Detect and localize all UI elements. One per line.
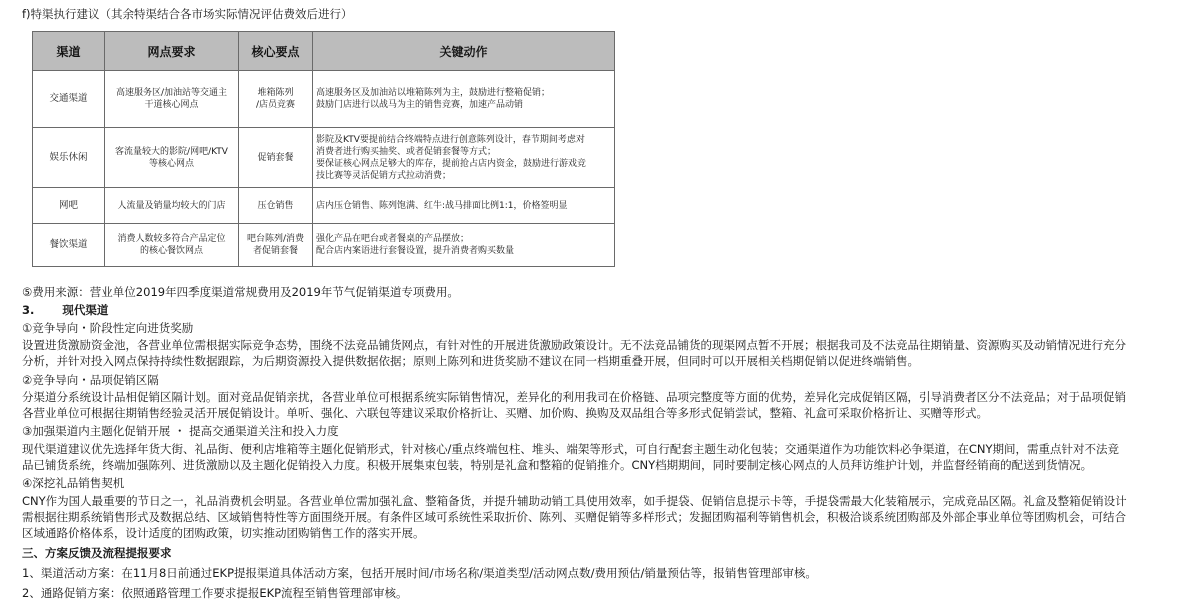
core-line: 堆箱陈列 [257, 88, 294, 98]
item-1-heading: ①竞争导向・阶段性定向进货奖励 [22, 321, 194, 335]
channel-cell: 网吧 [33, 188, 105, 224]
channel-cell: 交通渠道 [33, 71, 105, 128]
core-line: 吧台陈列/消费 [246, 234, 305, 244]
table-row [33, 71, 615, 128]
item-2-heading: ②竞争导向・品项促销区隔 [22, 373, 159, 387]
requirement-item-1: 1、渠道活动方案：在11月8日前通过EKP提报渠道具体活动方案，包括开展时间/市场名称/渠道类型/活动网点数/费用预估/销量预估等，报销售管理部审核。 [22, 566, 817, 580]
body-line: 各营业单位可根据往期销售经验灵活开展促销设计。单听、强化、六联包等建议采取价格折让、买赠、加价购、换购及双品组合等多形式促销尝试，整箱、礼盒可采取价格折让、买赠等形式。 [22, 406, 988, 420]
table-row [33, 128, 615, 188]
action-cell [313, 128, 615, 188]
section-3-title: 现代渠道 [62, 303, 109, 317]
channel-cell: 餐饮渠道 [33, 224, 105, 267]
heading-f: f)特渠执行建议（其余特渠结合各市场实际情况评估费效后进行） [22, 7, 353, 21]
header-channel: 渠道 [33, 32, 105, 71]
item-4-body [22, 493, 1178, 541]
table-row [33, 224, 615, 267]
outlet-cell [105, 224, 239, 267]
action-cell [313, 71, 615, 128]
core-line: 压仓销售 [257, 200, 294, 211]
body-line: 现代渠道建议优先选择年货大街、礼品街、便利店堆箱等主题化促销形式，针对核心/重点终端包柱、堆头、端架等形式，可自行配套主题生动化包装；交通渠道作为功能饮料必争渠道，在CNY期间，需重点针对不法竞 [22, 442, 1120, 456]
section-3-heading [22, 302, 1180, 318]
action-line: 影院及KTV要提前结合终端特点进行创意陈列设计，春节期间考虑对 [316, 134, 585, 145]
body-line: 设置进货激励资金池，各营业单位需根据实际竞争态势，围绕不法竞品铺货网点，有针对性的开展进货激励政策设计。无不法竞品铺货的现渠网点暂不开展；根据我司及不法竞品往期销量、资源购买及动销情况进行充分 [22, 338, 1126, 352]
action-cell [313, 188, 615, 224]
core-cell [239, 224, 313, 267]
section-3-number: 3. [22, 303, 35, 317]
table-header-row [33, 32, 615, 71]
action-cell [313, 224, 615, 267]
outlet-line: 客流量较大的影院/网吧/KTV [115, 146, 228, 157]
action-line: 配合店内案语进行套餐设置，提升消费者购买数量 [316, 246, 515, 256]
item-3-heading: ③加强渠道内主题化促销开展 ・ 提高交通渠道关注和投入力度 [22, 424, 339, 438]
item-4-heading: ④深挖礼品销售契机 [22, 476, 125, 490]
fee-source: ⑤费用来源：营业单位2019年四季度渠道常规费用及2019年节气促销渠道专项费用。 [22, 285, 459, 299]
header-key-action: 关键动作 [313, 32, 615, 71]
section-three-heading: 三、方案反馈及流程提报要求 [22, 546, 172, 560]
action-line: 消费者进行购买抽奖、或者促销套餐等方式； [316, 146, 497, 157]
core-line: 者促销套餐 [252, 246, 298, 256]
action-line: 鼓励门店进行以战马为主的销售竞赛，加速产品动销 [316, 100, 524, 110]
body-line: 需根据往期系统销售形式及数据总结、区域销售特性等方面围绕开展。有条件区域可系统性采取折价、陈列、买赠促销等多样形式；发掘团购福利等销售机会，积极洽谈系统团购部及外部企事业单位等团购机会，可结合 [22, 510, 1126, 524]
core-line: 促销套餐 [257, 152, 294, 163]
requirement-item-2: 2、通路促销方案：依照通路管理工作要求提报EKP流程至销售管理部审核。 [22, 586, 408, 600]
outlet-cell [105, 188, 239, 224]
outlet-line: 等核心网点 [148, 158, 194, 169]
outlet-line: 人流量及销量均较大的门店 [117, 200, 226, 211]
item-3-body [22, 441, 1178, 473]
outlet-cell [105, 128, 239, 188]
outlet-cell [105, 71, 239, 128]
item-1-body [22, 337, 1178, 369]
body-line: 分渠道分系统设计品相促销区隔计划。面对竞品促销亲扰，各营业单位可根据系统实际销售情况，差异化的利用我司在价格链、品项完整度等方面的优势，差异化完成促销区隔，引导消费者区分不法竞品；对于品项促销 [22, 390, 1126, 404]
table-row [33, 188, 615, 224]
item-2-body [22, 389, 1178, 421]
body-line: CNY作为国人最重要的节日之一，礼品消费机会明显。各营业单位需加强礼盒、整箱备货，并提升辅助动销工具使用效率，如手提袋、促销信息提示卡等，手提袋需最大化装箱展示，完成竞品区隔。礼盒及整箱促销设计 [22, 494, 1127, 508]
header-outlet-requirement: 网点要求 [105, 32, 239, 71]
core-cell [239, 188, 313, 224]
action-line: 技比赛等灵活促销方式拉动消费； [316, 170, 452, 181]
body-line: 分析，并针对投入网点保持持续性数据跟踪，为后期资源投入提供数据依据；原则上陈列和进货奖励不建议在同一档期重叠开展，但同时可以开展相关档期促销以促进终端销售。 [22, 354, 919, 368]
action-line: 强化产品在吧台或者餐桌的产品摆放； [316, 234, 470, 244]
action-line: 要保证核心网点足够大的库存，提前抢占店内资金，鼓励进行游戏竞 [316, 158, 587, 169]
body-line: 区域通路价格体系，设计适度的团购政策，切实推动团购销售工作的落实开展。 [22, 526, 425, 540]
action-line: 高速服务区及加油站以堆箱陈列为主，鼓励进行整箱促销； [316, 88, 551, 98]
outlet-line: 高速服务区/加油站等交通主 [115, 88, 228, 98]
header-core-point: 核心要点 [239, 32, 313, 71]
core-cell [239, 128, 313, 188]
channel-cell: 娱乐休闲 [33, 128, 105, 188]
body-line: 品已铺货系统，终端加强陈列、进货激励以及主题化促销投入力度。积极开展集束包装，特别是礼盒和整箱的促销推介。CNY档期期间，同时要制定核心网点的人员拜访维护计划，并监督经销商的配送到货情况。 [22, 458, 1093, 472]
core-cell [239, 71, 313, 128]
action-line: 店内压仓销售、陈列饱满、红牛:战马排面比例1:1，价格签明显 [316, 200, 568, 211]
core-line: /店员竞赛 [255, 100, 296, 110]
outlet-line: 消费人数较多符合产品定位 [117, 234, 226, 244]
special-channel-table [32, 31, 615, 267]
outlet-line: 的核心餐饮网点 [139, 246, 203, 256]
outlet-line: 干道核心网点 [144, 100, 199, 110]
